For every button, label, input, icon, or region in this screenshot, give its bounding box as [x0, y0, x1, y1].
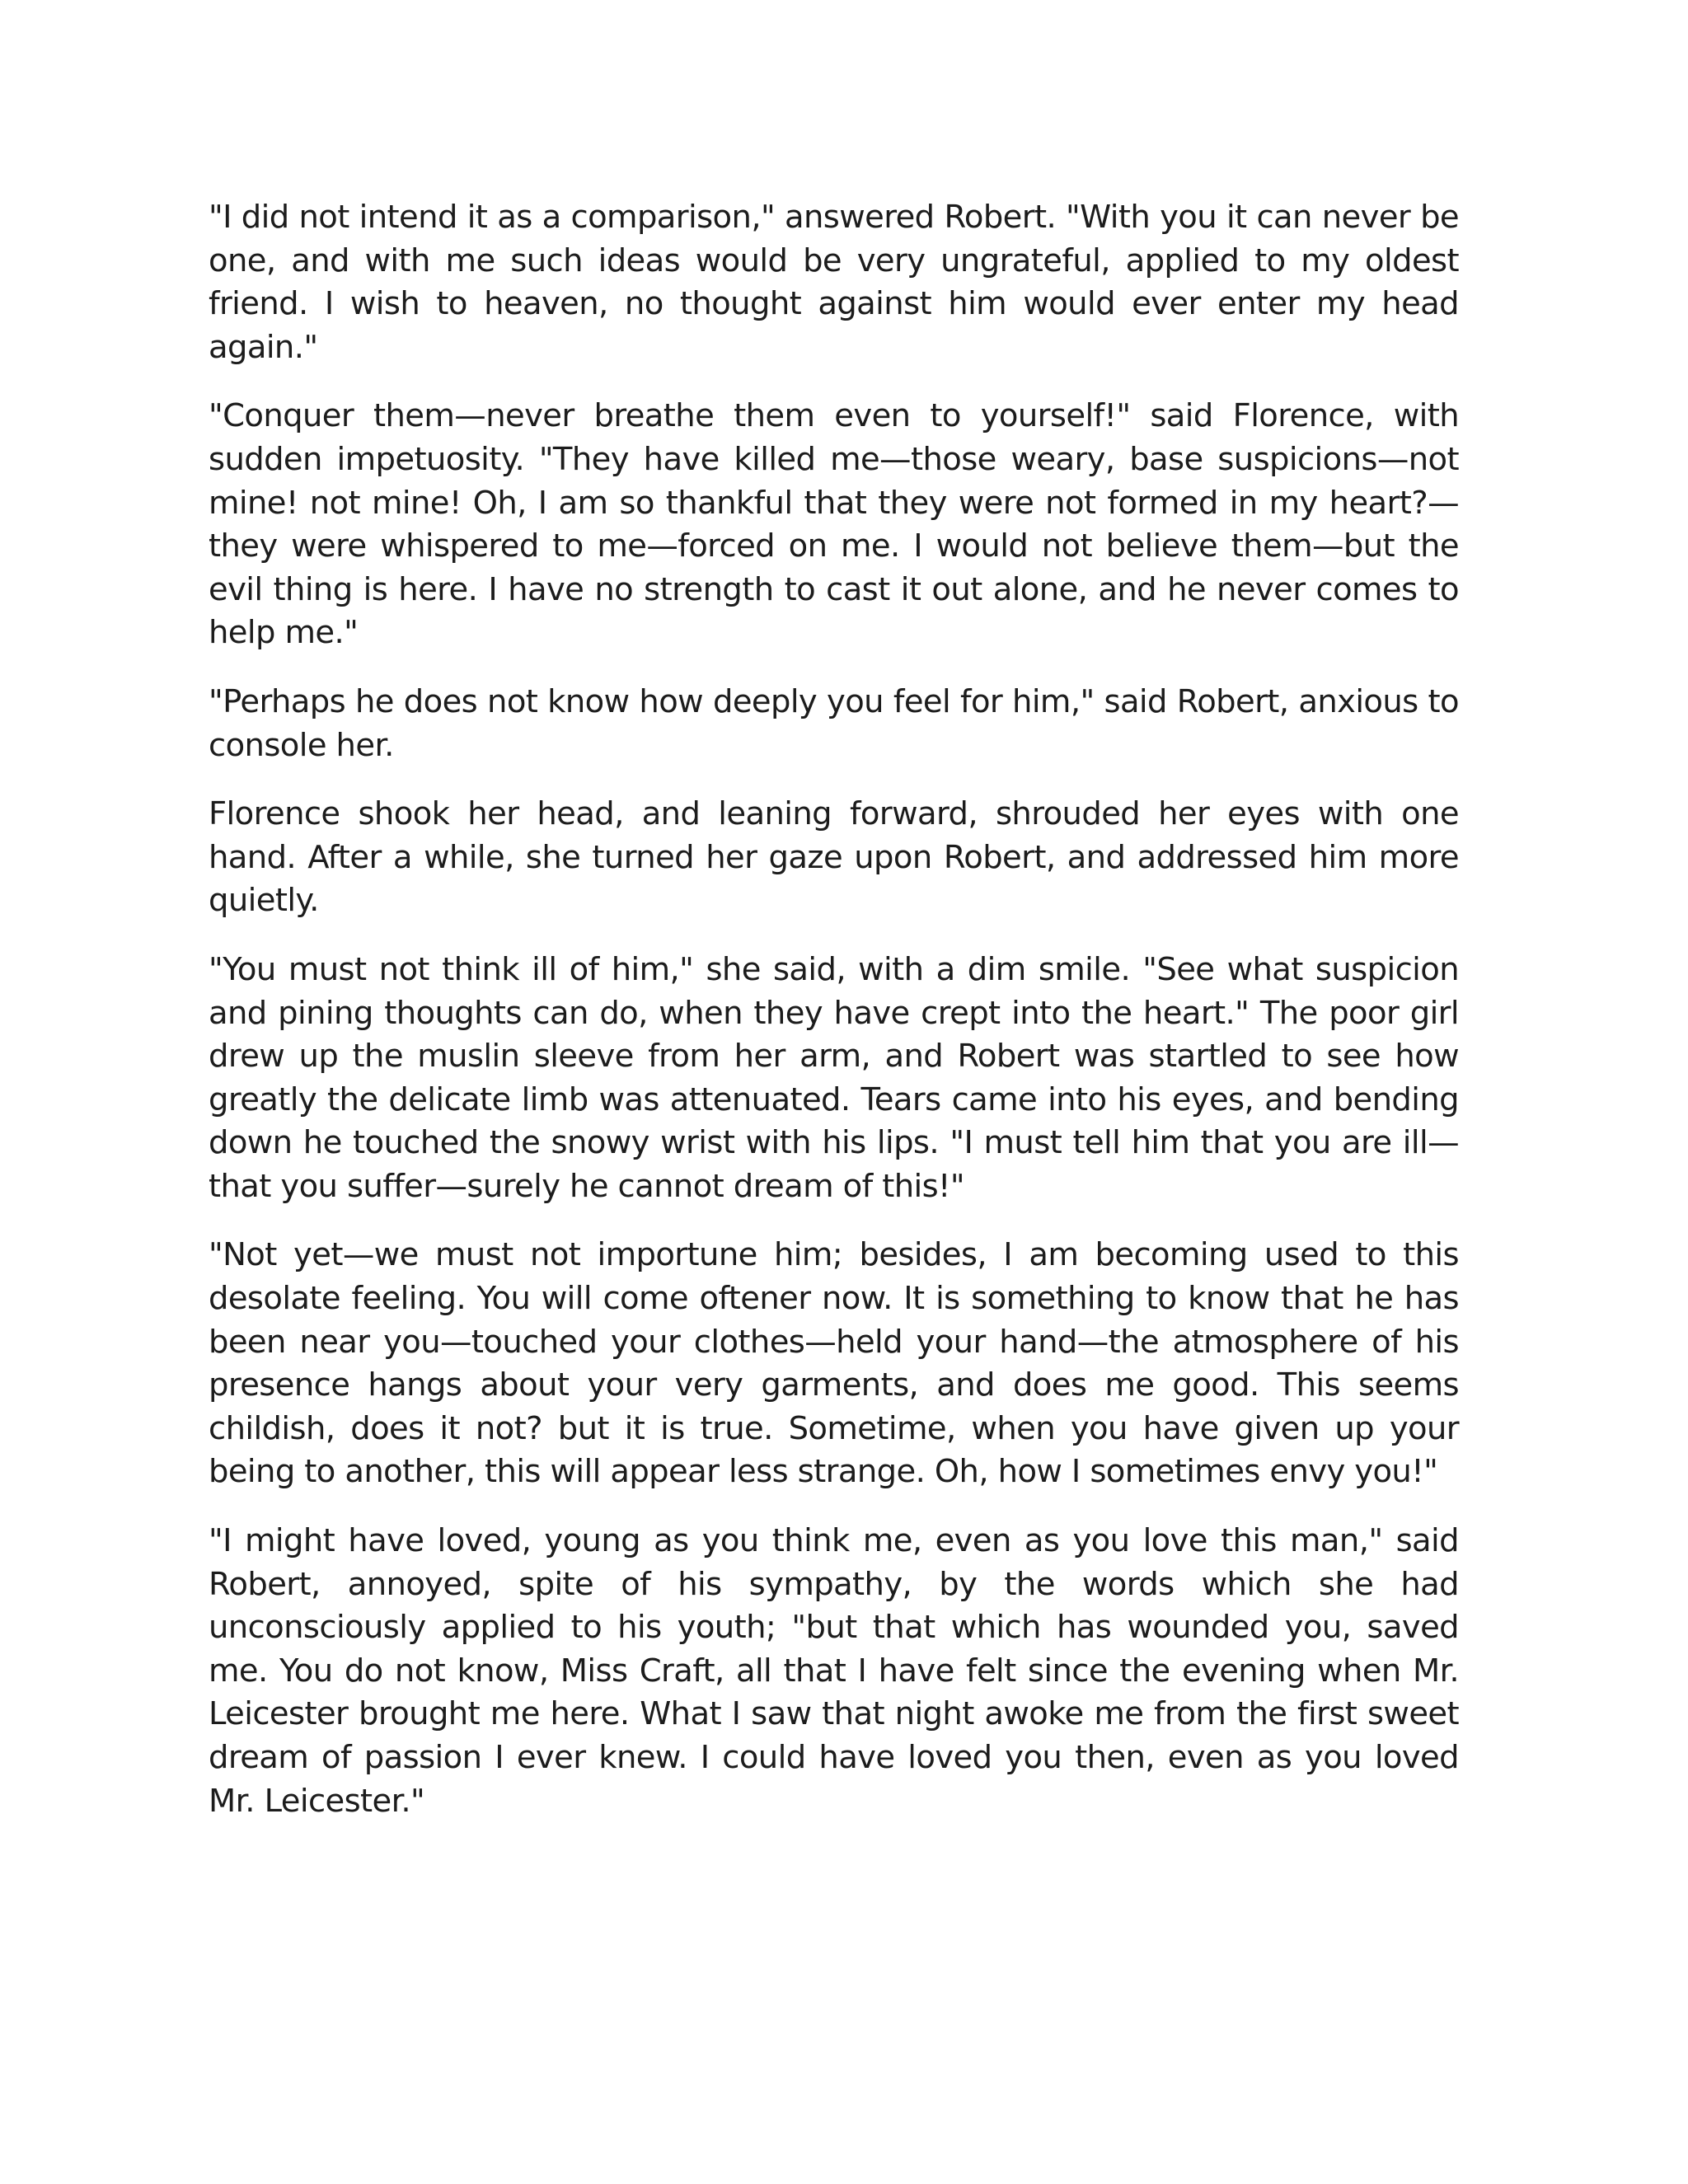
paragraph-1: "I did not intend it as a comparison," answered Robert. "With you it can never be one, and with me such ideas would be very ungrateful, applied to my oldest friend. I wish to heaven, no thought against him would ever enter my head again."	[209, 199, 1459, 366]
body-text	[209, 196, 1459, 1849]
paragraph-3: "Perhaps he does not know how deeply you feel for him," said Robert, anxious to console her.	[209, 682, 1459, 764]
paragraph-4: Florence shook her head, and leaning forward, shrouded her eyes with one hand. After a while, she turned her gaze upon Robert, and addressed him more quietly.	[209, 795, 1459, 920]
paragraph-2: "Conquer them—never breathe them even to yourself!" said Florence, with sudden impetuosity. "They have killed me—those weary, base suspicions—not mine! not mine! Oh, I am so thankful that they were not formed in my heart?—they were whispered to me—forced on me. I would not believe them—but the evil thing is here. I have no strength to cast it out alone, and he never comes to help me."	[209, 397, 1459, 652]
paragraph-6: "Not yet—we must not importune him; besides, I am becoming used to this desolate feeling. You will come oftener now. It is something to know that he has been near you—touched your clothes—held your hand—the atmosphere of his presence hangs about your very garments, and does me good. This seems childish, does it not? but it is true. Sometime, when you have given up your being to another, this will appear less strange. Oh, how I sometimes envy you!"	[209, 1236, 1459, 1491]
paragraph-7: "I might have loved, young as you think me, even as you love this man," said Robert, annoyed, spite of his sympathy, by the words which she had unconsciously applied to his youth; "but that which has wounded you, saved me. You do not know, Miss Craft, all that I have felt since the evening when Mr. Leicester brought me here. What I saw that night awoke me from the first sweet dream of passion I ever knew. I could have loved you then, even as you loved Mr. Leicester."	[209, 1522, 1459, 1820]
paragraph-5: "You must not think ill of him," she said, with a dim smile. "See what suspicion and pining thoughts can do, when they have crept into the heart." The poor girl drew up the muslin sleeve from her arm, and Robert was startled to see how greatly the delicate limb was attenuated. Tears came into his eyes, and bending down he touched the snowy wrist with his lips. "I must tell him that you are ill—that you suffer—surely he cannot dream of this!"	[209, 950, 1459, 1205]
